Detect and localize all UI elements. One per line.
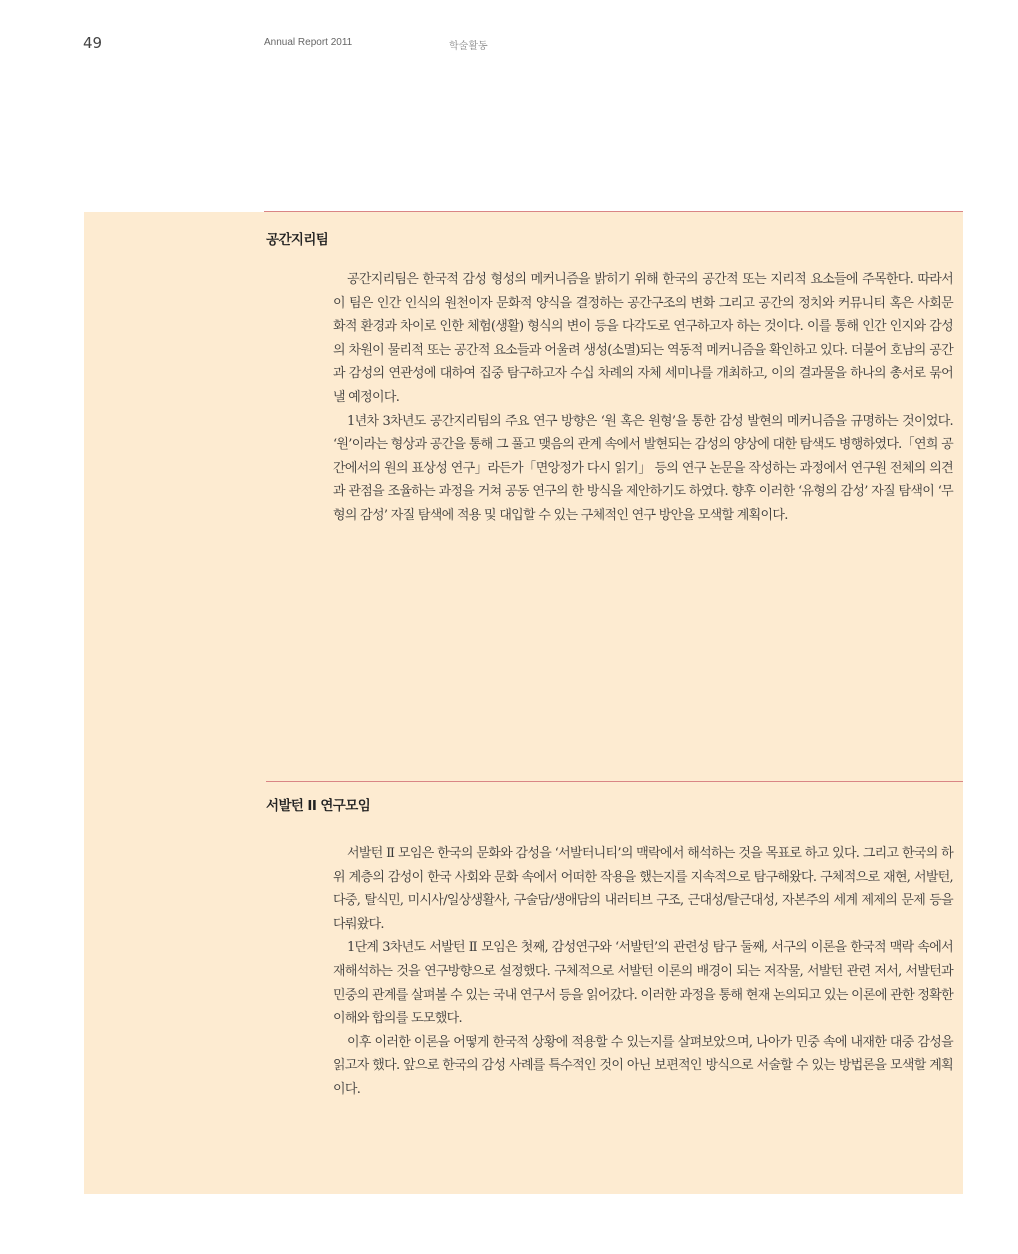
paragraph: 1단계 3차년도 서발턴 Ⅱ 모임은 첫째, 감성연구와 ‘서발턴’의 관련성 탐구 둘째, 서구의 이론을 한국적 맥락 속에서 재해석하는 것을 연구방향으로 설정했다. 구체적으로 서발턴 이론의 배경이 되는 저작물, 서발턴 관련 저서, 서발턴과 민중의 관계를 살펴볼 수 있는 국내 연구서 등을 읽어갔다. 이러한 과정을 통해 현재 논의되고 있는 이론에 관한 정확한 이해와 합의를 도모했다. — [333, 940, 953, 1027]
section-divider — [264, 211, 963, 212]
paragraph: 서발턴 Ⅱ 모임은 한국의 문화와 감성을 ‘서발터니티’의 맥락에서 해석하는 것을 목표로 하고 있다. 그리고 한국의 하위 계층의 감성이 한국 사회와 문화 속에서 어떠한 작용을 했는지를 지속적으로 탐구해왔다. 구체적으로 재현, 서발턴, 다중, 탈식민, 미시사/일상생활사, 구술담/생애담의 내러티브 구조, 근대성/탈근대성, 자본주의 세계 제제의 문제 등을 다뤄왔다. — [333, 846, 953, 932]
section-heading-spatial-geography: 공간지리팀 — [266, 232, 329, 248]
section-label: 학술활동 — [449, 41, 488, 52]
paragraph: 공간지리팀은 한국적 감성 형성의 메커니즘을 밝히기 위해 한국의 공간적 또는 지리적 요소들에 주목한다. 따라서 이 팀은 인간 인식의 원천이자 문화적 양식을 결정하는 공간구조의 변화 그리고 공간의 정치와 커뮤니티 혹은 사회문화적 환경과 차이로 인한 체험(생활) 형식의 변이 등을 다각도로 연구하고자 하는 것이다. 이를 통해 인간 인지와 감성의 차원이 물리적 또는 공간적 요소들과 어울려 생성(소멸)되는 역동적 메커니즘을 확인하고 있다. 더불어 호남의 공간과 감성의 연관성에 대하여 집중 탐구하고자 수십 차례의 자체 세미나를 개최하고, 이의 결과물을 하나의 총서로 묶어낼 예정이다. — [333, 272, 953, 405]
page-number: 49 — [83, 34, 103, 52]
paragraph: 1년차 3차년도 공간지리팀의 주요 연구 방향은 ‘원 혹은 원형’을 통한 감성 발현의 메커니즘을 규명하는 것이었다. ‘원’이라는 형상과 공간을 통해 그 풀고 맺음의 관계 속에서 발현되는 감성의 양상에 대한 탐색도 병행하였다.「연희 공간에서의 원의 표상성 연구」라든가「면앙정가 다시 읽기」 등의 연구 논문을 작성하는 과정에서 연구원 전체의 의견과 관점을 조율하는 과정을 거쳐 공동 연구의 한 방식을 제안하기도 하였다. 향후 이러한 ‘유형의 감성’ 자질 탐색이 ‘무형의 감성’ 자질 탐색에 적용 및 대입할 수 있는 구체적인 연구 방안을 모색할 계획이다. — [333, 413, 953, 523]
section-divider — [266, 781, 963, 782]
section-body-spatial-geography — [333, 268, 953, 528]
section-heading-subaltern: 서발턴 II 연구모임 — [266, 798, 371, 814]
paragraph: 이후 이러한 이론을 어떻게 한국적 상황에 적용할 수 있는지를 살펴보았으며, 나아가 민중 속에 내재한 대중 감성을 읽고자 했다. 앞으로 한국의 감성 사례를 특수적인 것이 아닌 보편적인 방식으로 서술할 수 있는 방법론을 모색할 계획이다. — [333, 1034, 953, 1097]
section-body-subaltern — [333, 842, 953, 1102]
report-title: Annual Report 2011 — [264, 37, 353, 48]
